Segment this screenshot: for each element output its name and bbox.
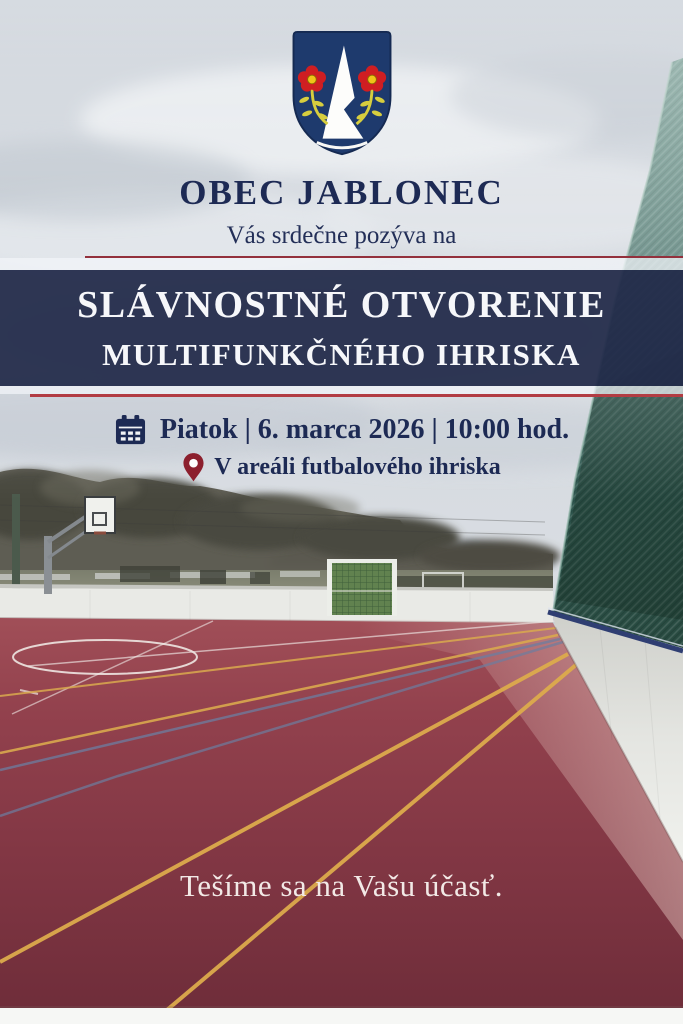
location-pin-icon xyxy=(182,452,205,483)
light-band-bottom xyxy=(0,386,683,394)
closing-line: Tešíme sa na Vašu účasť. xyxy=(180,868,503,903)
back-wall xyxy=(0,584,553,624)
event-title-line2: MULTIFUNKČNÉHO IHRISKA xyxy=(102,337,581,372)
court-goal xyxy=(327,559,397,616)
light-band-top xyxy=(0,258,683,270)
invitation-line: Vás srdečne pozýva na xyxy=(226,222,457,249)
bottom-border xyxy=(0,1006,683,1024)
title-banner xyxy=(0,270,683,386)
location-text: V areáli futbalového ihriska xyxy=(214,454,501,480)
calendar-icon xyxy=(114,415,147,446)
court-surface xyxy=(0,618,683,1010)
location-row xyxy=(0,452,683,483)
jablonec-coat-of-arms xyxy=(283,30,401,158)
divider-line-bottom xyxy=(30,394,683,397)
datetime-text: Piatok | 6. marca 2026 | 10:00 hod. xyxy=(159,414,570,445)
fence-post xyxy=(12,494,20,594)
organization-title: OBEC JABLONEC xyxy=(179,173,504,212)
event-title-line1: SLÁVNOSTNÉ OTVORENIE xyxy=(77,284,606,326)
datetime-row xyxy=(0,414,683,446)
